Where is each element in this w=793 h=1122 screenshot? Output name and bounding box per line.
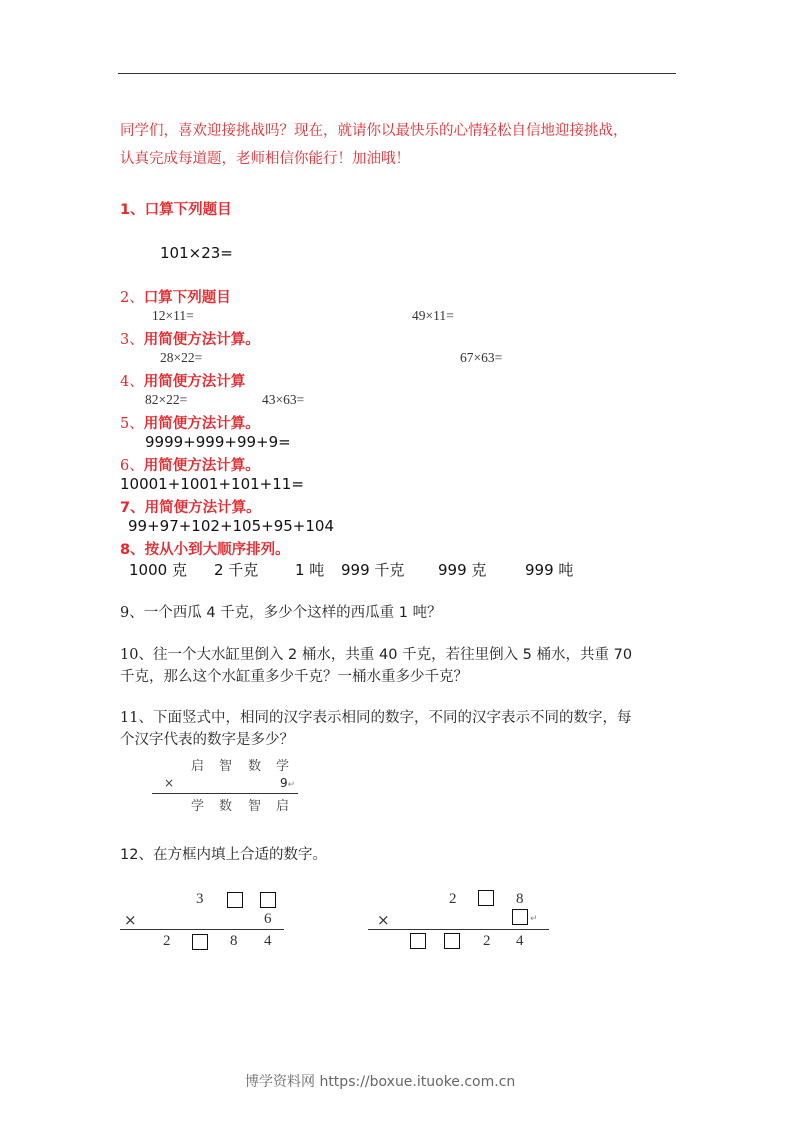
q7-item: 99+97+102+105+95+104 (128, 517, 334, 535)
q6-item: 10001+1001+101+11= (120, 475, 304, 493)
q11-top-char: 数 (248, 759, 262, 774)
q10-line-2: 千克，那么这个水缸重多少千克？一桶水重多少千克？ (120, 669, 468, 685)
q4-item-1: 82×22= (145, 392, 188, 407)
q3-item-2: 67×63= (460, 350, 503, 365)
q5-heading: 5、用简便方法计算。 (120, 416, 260, 432)
q12a-result-line (120, 929, 284, 930)
digit: 8 (516, 891, 524, 907)
blank-box[interactable] (478, 890, 494, 906)
times-sign: × (164, 776, 175, 790)
q8-item-3: 1 吨 (295, 561, 325, 579)
q3-item-1: 28×22= (160, 350, 203, 365)
digit: 3 (196, 891, 204, 907)
blank-box[interactable] (410, 933, 426, 949)
q11-result-line (152, 793, 298, 794)
intro-line-1: 同学们，喜欢迎接挑战吗？现在，就请你以最快乐的心情轻松自信地迎接挑战， (120, 123, 628, 139)
q5-item: 9999+999+99+9= (145, 433, 291, 451)
q1-heading: 1、口算下列题目 (120, 202, 232, 218)
digit: 2 (483, 933, 491, 949)
q4-heading: 4、用简便方法计算 (120, 374, 246, 390)
q11-line-2: 个汉字代表的数字是多少？ (120, 732, 294, 748)
blank-box[interactable] (227, 892, 243, 908)
paragraph-mark-icon: ↵ (530, 914, 538, 924)
header-rule (118, 73, 676, 74)
q11-bottom-char: 数 (219, 799, 233, 814)
q2-item-2: 49×11= (412, 308, 454, 323)
q12b-result-line (368, 929, 549, 930)
q12-heading: 12、在方框内填上合适的数字。 (120, 847, 327, 863)
intro-line-2: 认真完成每道题，老师相信你能行！加油哦！ (120, 151, 410, 167)
q8-item-2: 2 千克 (214, 561, 259, 579)
digit: 6 (264, 911, 272, 927)
q8-item-4: 999 千克 (341, 561, 405, 579)
digit: 2 (449, 891, 457, 907)
times-sign: × (124, 911, 137, 929)
q11-multiplier: 9↵ (280, 776, 296, 790)
q8-item-6: 999 吨 (525, 561, 574, 579)
q9-text: 9、一个西瓜 4 千克，多少个这样的西瓜重 1 吨？ (120, 605, 442, 621)
paragraph-mark-icon: ↵ (287, 780, 296, 790)
blank-box[interactable] (260, 892, 276, 908)
q8-heading: 8、按从小到大顺序排列。 (120, 542, 290, 558)
blank-box[interactable] (192, 934, 208, 950)
q11-top-char: 学 (276, 759, 290, 774)
q11-bottom-char: 学 (191, 799, 205, 814)
digit: 2 (163, 933, 171, 949)
q4-item-2: 43×63= (262, 392, 305, 407)
q11-bottom-char: 启 (276, 799, 290, 814)
q2-heading: 2、口算下列题目 (120, 290, 231, 306)
q7-heading: 7、用简便方法计算。 (120, 500, 261, 516)
q10-line-1: 10、往一个大水缸里倒入 2 桶水，共重 40 千克，若往里倒入 5 桶水，共重 70 (120, 647, 633, 663)
q1-item: 101×23= (160, 244, 233, 262)
times-sign: × (377, 911, 390, 929)
q8-item-1: 1000 克 (129, 561, 187, 579)
q6-heading: 6、用简便方法计算。 (120, 458, 260, 474)
q11-top-char: 智 (219, 759, 233, 774)
digit: 8 (230, 933, 238, 949)
q11-bottom-char: 智 (248, 799, 262, 814)
q2-item-1: 12×11= (152, 308, 194, 323)
q11-top-char: 启 (191, 759, 205, 774)
blank-box[interactable] (512, 909, 528, 925)
q8-item-5: 999 克 (438, 561, 487, 579)
q3-heading: 3、用简便方法计算。 (120, 332, 260, 348)
digit: 4 (516, 933, 524, 949)
blank-box[interactable] (444, 933, 460, 949)
footer-source: 博学资料网 https://boxue.ituoke.com.cn (245, 1074, 516, 1090)
digit: 4 (264, 933, 272, 949)
q11-line-1: 11、下面竖式中，相同的汉字表示相同的数字，不同的汉字表示不同的数字，每 (120, 710, 632, 726)
